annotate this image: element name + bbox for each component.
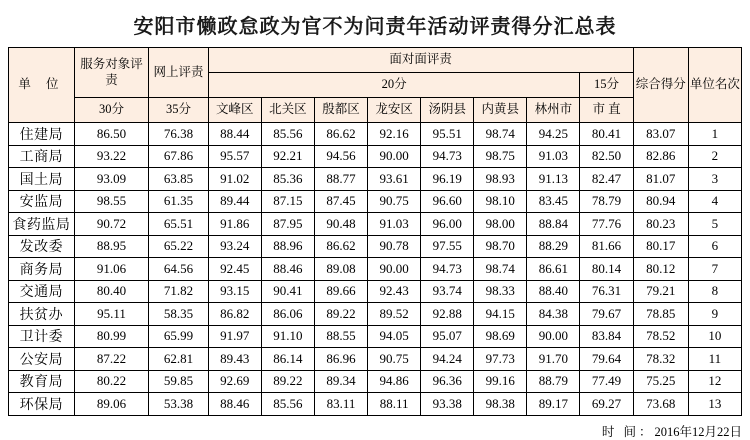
header-face-col-2: 殷都区: [314, 98, 367, 123]
header-rank: 单位名次: [688, 48, 741, 123]
row-face-3: 89.52: [368, 303, 421, 326]
row-face-3: 93.61: [368, 168, 421, 191]
row-face-1: 88.96: [261, 235, 314, 258]
row-face-2: 88.77: [314, 168, 367, 191]
header-face-col-4: 汤阴县: [421, 98, 474, 123]
row-face-4: 96.60: [421, 190, 474, 213]
row-face-3: 92.43: [368, 280, 421, 303]
row-face-0: 89.44: [208, 190, 261, 213]
row-rank: 12: [688, 370, 741, 393]
row-unit: 卫计委: [9, 325, 75, 348]
row-unit: 住建局: [9, 123, 75, 146]
row-face-5: 98.69: [474, 325, 527, 348]
row-rank: 2: [688, 145, 741, 168]
score-summary-table: [8, 47, 742, 416]
row-face-2: 89.66: [314, 280, 367, 303]
table-row: [9, 348, 742, 371]
row-face-6: 83.45: [527, 190, 580, 213]
row-face-6: 91.03: [527, 145, 580, 168]
table-row: [9, 325, 742, 348]
header-city-direct: 市 直: [580, 98, 633, 123]
table-row: [9, 123, 742, 146]
row-face-0: 93.24: [208, 235, 261, 258]
row-face-2: 89.22: [314, 303, 367, 326]
row-online: 67.86: [149, 145, 208, 168]
header-service-points: 30分: [74, 98, 148, 123]
row-face-1: 85.56: [261, 123, 314, 146]
row-city: 80.41: [580, 123, 633, 146]
row-face-2: 90.48: [314, 213, 367, 236]
row-face-5: 98.93: [474, 168, 527, 191]
row-rank: 1: [688, 123, 741, 146]
table-row: [9, 168, 742, 191]
row-face-5: 98.70: [474, 235, 527, 258]
table-row: [9, 213, 742, 236]
footer-timestamp: [8, 416, 742, 440]
row-rank: 8: [688, 280, 741, 303]
header-face-label: 面对面评责: [208, 48, 633, 73]
header-row-1: [9, 48, 742, 73]
table-row: [9, 280, 742, 303]
row-face-2: 86.96: [314, 348, 367, 371]
row-face-3: 94.86: [368, 370, 421, 393]
row-face-0: 88.46: [208, 393, 261, 416]
row-face-4: 94.73: [421, 258, 474, 281]
header-online-points: 35分: [149, 98, 208, 123]
row-total: 80.17: [633, 235, 688, 258]
row-online: 71.82: [149, 280, 208, 303]
row-face-6: 89.17: [527, 393, 580, 416]
row-face-4: 92.88: [421, 303, 474, 326]
row-face-0: 91.86: [208, 213, 261, 236]
row-online: 53.38: [149, 393, 208, 416]
row-face-5: 98.74: [474, 123, 527, 146]
row-city: 79.64: [580, 348, 633, 371]
row-rank: 6: [688, 235, 741, 258]
row-service: 91.06: [74, 258, 148, 281]
row-total: 80.94: [633, 190, 688, 213]
row-unit: 国土局: [9, 168, 75, 191]
row-face-5: 98.38: [474, 393, 527, 416]
row-face-0: 91.97: [208, 325, 261, 348]
row-online: 76.38: [149, 123, 208, 146]
row-city: 77.76: [580, 213, 633, 236]
row-face-4: 93.38: [421, 393, 474, 416]
row-online: 64.56: [149, 258, 208, 281]
header-unit: 单 位: [9, 48, 75, 123]
row-face-4: 93.74: [421, 280, 474, 303]
row-total: 83.07: [633, 123, 688, 146]
row-unit: 安监局: [9, 190, 75, 213]
row-face-2: 86.62: [314, 123, 367, 146]
row-face-6: 86.61: [527, 258, 580, 281]
row-unit: 环保局: [9, 393, 75, 416]
row-face-3: 88.11: [368, 393, 421, 416]
table-row: [9, 235, 742, 258]
row-face-2: 89.34: [314, 370, 367, 393]
row-total: 79.21: [633, 280, 688, 303]
row-face-6: 91.13: [527, 168, 580, 191]
row-face-4: 95.51: [421, 123, 474, 146]
row-unit: 发改委: [9, 235, 75, 258]
header-face-col-1: 北关区: [261, 98, 314, 123]
row-face-4: 96.19: [421, 168, 474, 191]
header-face-points: 20分: [208, 73, 580, 98]
row-face-5: 98.33: [474, 280, 527, 303]
row-face-6: 94.25: [527, 123, 580, 146]
row-unit: 交通局: [9, 280, 75, 303]
row-service: 90.72: [74, 213, 148, 236]
row-face-4: 96.00: [421, 213, 474, 236]
row-face-5: 99.16: [474, 370, 527, 393]
row-face-6: 84.38: [527, 303, 580, 326]
row-rank: 13: [688, 393, 741, 416]
row-online: 65.22: [149, 235, 208, 258]
table-body: [9, 123, 742, 416]
row-unit: 食药监局: [9, 213, 75, 236]
row-face-1: 85.56: [261, 393, 314, 416]
row-rank: 9: [688, 303, 741, 326]
row-face-5: 98.74: [474, 258, 527, 281]
row-total: 73.68: [633, 393, 688, 416]
table-row: [9, 145, 742, 168]
row-unit: 教育局: [9, 370, 75, 393]
row-face-4: 95.07: [421, 325, 474, 348]
row-face-2: 88.55: [314, 325, 367, 348]
header-row-3: [9, 98, 742, 123]
row-face-2: 86.62: [314, 235, 367, 258]
row-total: 81.07: [633, 168, 688, 191]
row-online: 65.99: [149, 325, 208, 348]
row-face-2: 83.11: [314, 393, 367, 416]
row-face-3: 90.75: [368, 348, 421, 371]
row-face-3: 94.05: [368, 325, 421, 348]
row-city: 76.31: [580, 280, 633, 303]
header-face-col-3: 龙安区: [368, 98, 421, 123]
row-face-1: 88.46: [261, 258, 314, 281]
table-row: [9, 258, 742, 281]
row-online: 61.35: [149, 190, 208, 213]
row-face-0: 95.57: [208, 145, 261, 168]
row-total: 82.86: [633, 145, 688, 168]
row-face-0: 91.02: [208, 168, 261, 191]
header-face-col-5: 内黄县: [474, 98, 527, 123]
table-header: [9, 48, 742, 123]
row-face-5: 98.75: [474, 145, 527, 168]
row-service: 80.40: [74, 280, 148, 303]
row-face-2: 89.08: [314, 258, 367, 281]
row-city: 82.47: [580, 168, 633, 191]
row-face-0: 88.44: [208, 123, 261, 146]
row-face-3: 92.16: [368, 123, 421, 146]
row-total: 75.25: [633, 370, 688, 393]
row-face-6: 88.84: [527, 213, 580, 236]
row-face-5: 94.15: [474, 303, 527, 326]
row-city: 82.50: [580, 145, 633, 168]
row-total: 80.12: [633, 258, 688, 281]
row-rank: 10: [688, 325, 741, 348]
row-face-1: 86.06: [261, 303, 314, 326]
row-face-1: 85.36: [261, 168, 314, 191]
row-service: 89.06: [74, 393, 148, 416]
row-rank: 5: [688, 213, 741, 236]
page-title: 安阳市懒政怠政为官不为问责年活动评责得分汇总表: [133, 16, 617, 38]
table-row: [9, 303, 742, 326]
row-face-6: 90.00: [527, 325, 580, 348]
row-face-3: 90.00: [368, 145, 421, 168]
row-unit: 工商局: [9, 145, 75, 168]
row-face-4: 94.24: [421, 348, 474, 371]
row-service: 86.50: [74, 123, 148, 146]
header-total-score: 综合得分: [633, 48, 688, 123]
row-face-0: 92.45: [208, 258, 261, 281]
row-online: 58.35: [149, 303, 208, 326]
row-online: 65.51: [149, 213, 208, 236]
header-service-label: 服务对象评责: [74, 48, 148, 98]
row-face-3: 90.75: [368, 190, 421, 213]
row-face-0: 86.82: [208, 303, 261, 326]
row-total: 80.23: [633, 213, 688, 236]
header-face-col-0: 文峰区: [208, 98, 261, 123]
row-face-6: 88.79: [527, 370, 580, 393]
row-face-5: 97.73: [474, 348, 527, 371]
footer-label: 时 间：: [601, 424, 655, 439]
row-service: 95.11: [74, 303, 148, 326]
header-face-col-6: 林州市: [527, 98, 580, 123]
row-face-1: 92.21: [261, 145, 314, 168]
table-row: [9, 370, 742, 393]
row-face-6: 88.40: [527, 280, 580, 303]
row-face-4: 94.73: [421, 145, 474, 168]
row-city: 80.14: [580, 258, 633, 281]
row-rank: 7: [688, 258, 741, 281]
row-city: 77.49: [580, 370, 633, 393]
row-rank: 3: [688, 168, 741, 191]
row-rank: 4: [688, 190, 741, 213]
row-face-0: 93.15: [208, 280, 261, 303]
row-face-1: 89.22: [261, 370, 314, 393]
row-service: 88.95: [74, 235, 148, 258]
row-service: 87.22: [74, 348, 148, 371]
row-face-2: 87.45: [314, 190, 367, 213]
row-face-4: 96.36: [421, 370, 474, 393]
row-total: 78.85: [633, 303, 688, 326]
footer-value: 2016年12月22日: [654, 424, 742, 439]
row-face-1: 87.15: [261, 190, 314, 213]
row-city: 81.66: [580, 235, 633, 258]
table-row: [9, 393, 742, 416]
row-face-3: 90.00: [368, 258, 421, 281]
row-service: 93.22: [74, 145, 148, 168]
row-city: 79.67: [580, 303, 633, 326]
row-online: 62.81: [149, 348, 208, 371]
row-face-6: 91.70: [527, 348, 580, 371]
row-face-1: 91.10: [261, 325, 314, 348]
row-unit: 商务局: [9, 258, 75, 281]
header-online-label: 网上评责: [149, 48, 208, 98]
row-service: 93.09: [74, 168, 148, 191]
row-face-4: 97.55: [421, 235, 474, 258]
row-total: 78.32: [633, 348, 688, 371]
row-unit: 公安局: [9, 348, 75, 371]
row-face-1: 87.95: [261, 213, 314, 236]
row-face-0: 89.43: [208, 348, 261, 371]
row-service: 80.22: [74, 370, 148, 393]
row-face-1: 90.41: [261, 280, 314, 303]
row-face-0: 92.69: [208, 370, 261, 393]
row-face-5: 98.00: [474, 213, 527, 236]
row-service: 98.55: [74, 190, 148, 213]
header-city-direct-points: 15分: [580, 73, 633, 98]
row-city: 69.27: [580, 393, 633, 416]
row-city: 83.84: [580, 325, 633, 348]
row-face-2: 94.56: [314, 145, 367, 168]
row-face-5: 98.10: [474, 190, 527, 213]
row-face-6: 88.29: [527, 235, 580, 258]
row-online: 63.85: [149, 168, 208, 191]
row-city: 78.79: [580, 190, 633, 213]
table-row: [9, 190, 742, 213]
row-rank: 11: [688, 348, 741, 371]
row-service: 80.99: [74, 325, 148, 348]
row-total: 78.52: [633, 325, 688, 348]
row-face-3: 91.03: [368, 213, 421, 236]
row-online: 59.85: [149, 370, 208, 393]
row-unit: 扶贫办: [9, 303, 75, 326]
row-face-3: 90.78: [368, 235, 421, 258]
row-face-1: 86.14: [261, 348, 314, 371]
